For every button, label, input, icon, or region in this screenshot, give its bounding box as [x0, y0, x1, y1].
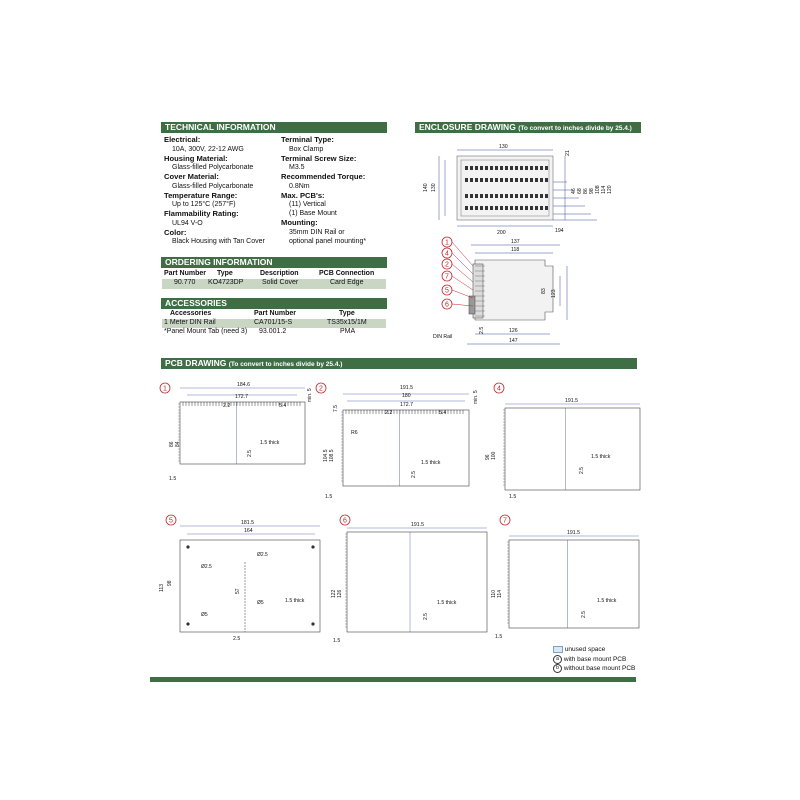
accessories-title: ACCESSORIES [165, 298, 227, 308]
ordering-col-description: Description [260, 270, 299, 277]
technical-information-title: TECHNICAL INFORMATION [165, 122, 276, 132]
terminal-mark [540, 206, 543, 210]
terminal-mark [535, 178, 538, 182]
callout-number: 1 [445, 239, 449, 247]
pcb-7 [491, 515, 639, 640]
enclosure-dim: 194 [555, 228, 564, 234]
accessories-cell: CA701/15-S [254, 319, 293, 326]
callout-leader [452, 264, 473, 282]
accessories-table-row [162, 328, 386, 337]
accessories-table-header [164, 310, 386, 319]
enclosure-dim: 120 [607, 185, 613, 194]
mount-hole [311, 622, 314, 625]
terminal-mark [530, 178, 533, 182]
terminal-mark [530, 194, 533, 198]
terminal-mark [510, 166, 513, 170]
enclosure-side-dim: 2.5 [479, 326, 485, 334]
terminal-mark [535, 206, 538, 210]
terminal-mark [525, 194, 528, 198]
enclosure-drawing-note: (To convert to inches divide by 25.4.) [518, 125, 632, 132]
legend-a-mark: a [553, 655, 562, 664]
terminal-mark [490, 194, 493, 198]
enclosure-dim: 130 [499, 144, 508, 150]
pcb-drawing-note: (To convert to inches divide by 25.4.) [228, 361, 343, 368]
terminal-mark [525, 206, 528, 210]
callout-number: 6 [445, 301, 449, 309]
terminal-mark [475, 178, 478, 182]
accessories-header [161, 298, 387, 309]
pcb-dim-label: 2.5 [579, 467, 585, 474]
tech-label: Mounting: [281, 218, 318, 227]
terminal-mark [525, 166, 528, 170]
terminal-mark [475, 194, 478, 198]
terminal-mark [495, 194, 498, 198]
legend-b-mark: b [553, 664, 562, 673]
terminal-mark [505, 166, 508, 170]
terminal-mark [495, 166, 498, 170]
pcb-dim-label: 122 [331, 589, 337, 598]
tech-value: Black Housing with Tan Cover [172, 238, 265, 245]
pcb-dim-label: Ø2.5 [201, 564, 212, 570]
accessories-table-row [162, 319, 386, 328]
terminal-mark [545, 206, 548, 210]
ordering-cell: Card Edge [330, 279, 364, 286]
terminal-mark [480, 194, 483, 198]
tech-label: Flammability Rating: [164, 209, 239, 218]
callout-number: 2 [445, 261, 449, 269]
tech-label: Terminal Type: [281, 135, 334, 144]
pcb-dim-label: 1.5 thick [260, 440, 280, 446]
pcb-dim-label: 1.5 thick [437, 600, 457, 606]
tech-value: M3.5 [289, 164, 305, 171]
tech-value: (11) Vertical [289, 201, 326, 208]
terminal-mark [535, 194, 538, 198]
tech-label: Color: [164, 227, 187, 237]
enclosure-top-view [415, 136, 641, 236]
enclosure-side-dim: 137 [511, 239, 520, 245]
ordering-information-title: ORDERING INFORMATION [165, 257, 273, 267]
ordering-col-pcb-connection: PCB Connection [319, 270, 375, 277]
terminal-mark [510, 178, 513, 182]
terminal-mark [470, 206, 473, 210]
terminal-mark [490, 206, 493, 210]
terminal-mark [530, 166, 533, 170]
terminal-mark [535, 166, 538, 170]
terminal-mark [530, 206, 533, 210]
callout-leader [452, 290, 473, 298]
pcb-dim-label: 172.7 [400, 402, 413, 408]
mount-hole [186, 622, 189, 625]
accessories-cell: 93.001.2 [259, 328, 287, 335]
pcb-dim-label: 1.5 [509, 494, 517, 500]
pcb-callout-number: 7 [503, 517, 507, 525]
enclosure-side-view [415, 236, 641, 352]
terminal-mark [510, 206, 513, 210]
callout-number: 7 [445, 273, 449, 281]
legend-unused [553, 646, 643, 655]
tech-value: Box Clamp [289, 145, 324, 153]
terminal-mark [510, 194, 513, 198]
terminal-mark [515, 178, 518, 182]
pcb-callout-number: 2 [319, 385, 323, 393]
terminal-mark [485, 166, 488, 170]
tech-label: Cover Material: [164, 172, 219, 181]
pcb-dim-label: 2.5 [423, 613, 429, 620]
legend [553, 646, 643, 673]
terminal-mark [485, 206, 488, 210]
tech-label: Max. PCB's: [281, 190, 325, 200]
pcb-callout-number: 6 [343, 517, 347, 525]
accessories-cell: PMA [340, 328, 356, 335]
legend-b [553, 664, 643, 673]
terminal-mark [490, 178, 493, 182]
tech-value: Glass-filled Polycarbonate [172, 182, 254, 190]
ordering-cell: 90.770 [174, 279, 196, 286]
terminal-mark [545, 166, 548, 170]
terminal-mark [500, 194, 503, 198]
legend-a [553, 655, 643, 664]
callout-leader [452, 253, 473, 274]
callout-number: 5 [445, 287, 449, 295]
terminal-mark [465, 194, 468, 198]
pcb-dim-label: 1.5 [495, 634, 503, 640]
ordering-information-header [161, 257, 387, 268]
pcb-dim-label: 1.5 thick [591, 454, 611, 460]
tech-value: (1) Base Mount [289, 210, 337, 217]
terminal-mark [505, 206, 508, 210]
pcb-drawing-header [161, 358, 637, 369]
mount-hole [311, 545, 314, 548]
ordering-col-part-number: Part Number [164, 270, 207, 277]
pcb-dim-label: 110 [491, 590, 497, 598]
terminal-mark [480, 206, 483, 210]
enclosure-dim: 140 [423, 183, 429, 192]
tech-right-column [281, 135, 387, 246]
pcb-dim-label: 2.5 [411, 471, 417, 478]
ordering-cell: KO4723DP [208, 279, 244, 286]
tech-value: Up to 125°C (257°F) [172, 201, 236, 208]
terminal-mark [495, 178, 498, 182]
pcb-dim-label: 1.5 thick [285, 598, 305, 604]
pcb-dim-label: 2.5 [581, 611, 587, 618]
terminal-mark [465, 166, 468, 170]
pcb-dim-label: 184.6 [237, 382, 250, 388]
pcb-dim-label: R6 [351, 430, 358, 436]
pcb-dim-label: 100 [491, 451, 497, 460]
pcb-dim-label: Ø5 [257, 600, 264, 606]
din-rail-label: DIN Rail [433, 334, 453, 340]
callout-leader [452, 242, 473, 266]
pcb-callout-number: 5 [169, 517, 173, 525]
ordering-col-type: Type [217, 270, 233, 277]
terminal-mark [470, 166, 473, 170]
pcb-dim-label: 1.5 thick [421, 460, 441, 466]
pcb-outline [505, 408, 640, 490]
enclosure-dim: 114 [601, 185, 607, 194]
terminal-mark [465, 206, 468, 210]
enclosure-dim: 46 [571, 188, 577, 194]
pcb-dim-label: 191.5 [567, 530, 580, 536]
terminal-mark [540, 194, 543, 198]
mount-hole [186, 545, 189, 548]
terminal-mark [500, 178, 503, 182]
pcb-dim-label: Ø2.5 [257, 552, 268, 558]
tech-value: optional panel mounting* [289, 237, 367, 245]
accessories-col-part-number: Part Number [254, 310, 297, 317]
terminal-mark [465, 178, 468, 182]
terminal-mark [475, 206, 478, 210]
technical-information-header [161, 122, 387, 133]
tech-value: 35mm DIN Rail or [289, 228, 345, 236]
tech-label: Electrical: [164, 135, 201, 144]
accessories-col-accessories: Accessories [170, 310, 212, 317]
enclosure-side-dim: 83 [541, 288, 547, 294]
pcb-1 [160, 382, 313, 482]
terminal-mark [540, 178, 543, 182]
tech-value: 0.8Nm [289, 182, 310, 190]
pcb-dim-label: 96 [485, 454, 491, 460]
pcb-dim-label: 2.5 [233, 636, 241, 642]
enclosure-side-dim: 123 [551, 289, 557, 298]
terminal-mark [500, 206, 503, 210]
enclosure-side-dim: 147 [509, 338, 518, 344]
tech-value: Glass-filled Polycarbonate [172, 164, 254, 171]
pcb-dim-label: 191.5 [411, 522, 424, 528]
pcb-dim-label: 2.2 [385, 410, 393, 416]
enclosure-side-dim: 126 [509, 328, 518, 334]
terminal-mark [475, 166, 478, 170]
terminal-mark [500, 166, 503, 170]
pcb-outline [180, 402, 305, 464]
tech-label: Recommended Torque: [281, 172, 366, 181]
terminal-mark [545, 178, 548, 182]
pcb-dim-label: 98 [167, 580, 173, 586]
pcb-dim-label: 5.4 [279, 403, 287, 409]
enclosure-dim: 21 [565, 150, 571, 156]
pcb-6 [331, 515, 487, 644]
ordering-table-row [162, 279, 386, 289]
legend-a-label: with base mount PCB [563, 656, 627, 664]
terminal-mark [520, 178, 523, 182]
legend-b-label: without base mount PCB [563, 665, 636, 673]
terminal-mark [520, 166, 523, 170]
footer-bar [150, 677, 636, 682]
terminal-mark [545, 194, 548, 198]
terminal-mark [485, 194, 488, 198]
enclosure-drawing-title: ENCLOSURE DRAWING [419, 122, 516, 132]
pcb-dim-label: 5.4 [439, 410, 447, 416]
accessories-cell: TS35x15/1M [327, 319, 367, 326]
pcb-dim-label: 1.5 thick [597, 598, 617, 604]
pcb-dim-label: 191.5 [565, 398, 578, 404]
tech-left-column [164, 135, 280, 246]
tech-value: UL94 V-O [172, 219, 203, 227]
terminal-mark [480, 166, 483, 170]
pcb-5 [159, 515, 320, 642]
pcb-dim-label: 1.5 [169, 476, 177, 482]
accessories-cell: *Panel Mount Tab (need 3) [164, 328, 248, 335]
pcb-dim-label: 181.5 [241, 520, 254, 526]
pcb-drawings [155, 372, 645, 672]
pcb-callout-number: 4 [497, 385, 501, 393]
terminal-mark [525, 178, 528, 182]
terminal-mark [490, 166, 493, 170]
accessories-col-type: Type [339, 310, 355, 317]
pcb-dim-label: 104.5 [323, 449, 329, 462]
pcb-dim-label: min. 5 [473, 390, 479, 404]
enclosure-dim: 108 [595, 185, 601, 194]
pcb-outline [347, 532, 487, 632]
pcb-dim-label: 57 [235, 588, 241, 594]
enclosure-drawing-header [415, 122, 641, 133]
terminal-mark [470, 178, 473, 182]
accessories-cell: 1 Meter DIN Rail [164, 319, 216, 326]
pcb-4 [485, 383, 640, 500]
pcb-drawing-title: PCB DRAWING [165, 358, 227, 368]
pcb-dim-label: 172.7 [235, 394, 248, 400]
pcb-callout-number: 1 [163, 385, 167, 393]
pcb-outline [343, 410, 469, 486]
pcb-dim-label: 180 [402, 393, 411, 399]
terminal-mark [515, 166, 518, 170]
pcb-dim-label: 1.5 [325, 494, 333, 500]
unused-space-swatch [553, 646, 563, 653]
pcb-outline [180, 540, 320, 632]
ordering-cell: Solid Cover [262, 279, 299, 286]
pcb-dim-label: 126 [337, 589, 343, 598]
pcb-dim-label: 113 [159, 584, 165, 592]
tech-label: Temperature Range: [164, 190, 238, 200]
terminal-mark [495, 206, 498, 210]
tech-label: Housing Material: [164, 153, 228, 163]
enclosure-dim: 98 [589, 188, 595, 194]
tech-value: 10A, 300V, 22-12 AWG [172, 145, 244, 153]
pcb-dim-label: 7.5 [333, 405, 339, 412]
pcb-dim-label: 114 [497, 590, 503, 598]
pcb-dim-label: 164 [244, 528, 253, 534]
pcb-dim-label: 84 [175, 441, 181, 447]
pcb-dim-label: 191.5 [400, 385, 413, 391]
enclosure-dim: 130 [431, 183, 437, 192]
terminal-mark [505, 178, 508, 182]
enclosure-dim: 200 [497, 230, 506, 236]
tech-label: Terminal Screw Size: [281, 153, 357, 163]
terminal-mark [520, 194, 523, 198]
pcb-2 [316, 383, 479, 500]
enclosure-side-dim: 118 [511, 247, 520, 253]
pcb-dim-label: Ø5 [201, 612, 208, 618]
pcb-dim-label: 2.2 [223, 403, 231, 409]
callout-number: 4 [445, 250, 449, 258]
ordering-table-header [164, 270, 386, 279]
terminal-mark [515, 194, 518, 198]
pcb-dim-label: min. 5 [307, 388, 313, 402]
terminal-mark [540, 166, 543, 170]
pcb-dim-label: 86 [169, 441, 175, 447]
terminal-mark [515, 206, 518, 210]
terminal-mark [470, 194, 473, 198]
pcb-dim-label: 2.5 [247, 450, 253, 457]
legend-unused-label: unused space [564, 646, 606, 654]
pcb-dim-label: 108.5 [329, 449, 335, 462]
terminal-mark [480, 178, 483, 182]
terminal-mark [485, 178, 488, 182]
enclosure-dim: 68 [577, 188, 583, 194]
callout-leader [452, 276, 473, 290]
pcb-dim-label: 1.5 [333, 638, 341, 644]
terminal-mark [505, 194, 508, 198]
enclosure-dim: 86 [583, 188, 589, 194]
pcb-outline [509, 540, 639, 628]
terminal-mark [520, 206, 523, 210]
